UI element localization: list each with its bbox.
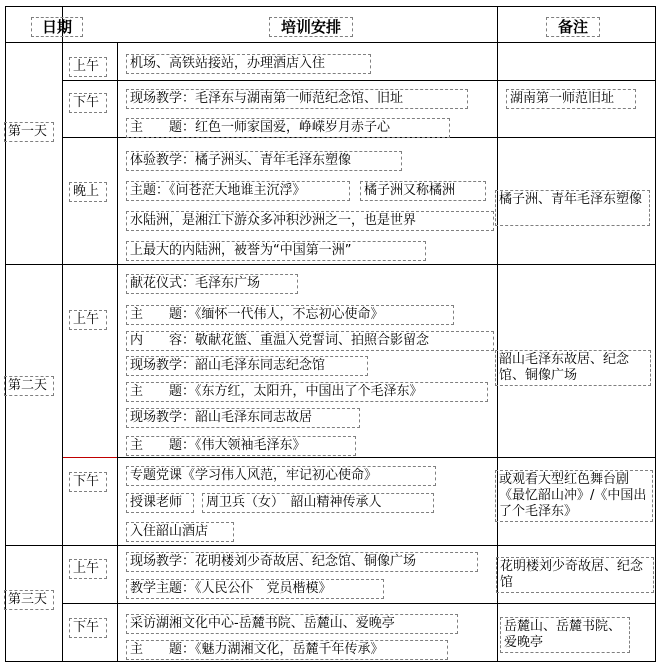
table-right-border [655,6,656,662]
header-bottom-border [5,42,655,43]
day-two-label: 第二天 [4,376,54,396]
date-column-border [62,6,63,662]
table-left-border [5,6,6,662]
day-two-afternoon-item-2: 授课老师 [126,493,194,513]
day-three-morning-note: 花明楼刘少奇故居、纪念馆 [496,557,654,593]
day-one-evening-note: 橘子洲、青年毛泽东塑像 [495,190,650,226]
day-two-morning-item-6: 现场教学：韶山毛泽东同志故居 [126,408,360,428]
day-one-evening-item-2: 主题：《问苍茫大地谁主沉浮》 [126,181,350,201]
day-three-afternoon-item-2: 主 题：《魅力湖湘文化，岳麓千年传承》 [126,640,448,660]
day-three-afternoon-label: 下午 [69,618,107,638]
day-one-afternoon-item-1: 现场教学：毛泽东与湖南第一师范纪念馆、旧址 [126,89,468,109]
table-bottom-border [5,661,655,662]
day-two-morning-item-3: 内 容：敬献花篮、重温入党誓词、拍照合影留念 [126,331,494,351]
day-two-morning-note: 韶山毛泽东故居、纪念馆、铜像广场 [495,350,651,386]
day-two-morning-item-1: 献花仪式：毛泽东广场 [126,274,298,294]
day-three-morning-label: 上午 [69,559,107,579]
day-one-morning-label: 上午 [69,57,107,77]
day-two-afternoon-note: 或观看大型红色舞台剧《最忆韶山冲》/《中国出了个毛泽东》 [495,470,653,522]
day-one-afternoon-label: 下午 [69,93,107,113]
day-three-label: 第三天 [4,590,54,610]
day-two-afternoon-item-4: 入住韶山酒店 [126,522,234,542]
day-two-bottom-border [5,545,655,546]
day-three-afternoon-note: 岳麓山、岳麓书院、爱晚亭 [500,617,630,653]
day-two-morning-item-7: 主 题：《伟大领袖毛泽东》 [126,436,356,456]
day-two-afternoon-label: 下午 [69,472,107,492]
day-one-morning-item-1: 机场、高铁站接站，办理酒店入住 [126,54,371,74]
day-one-bottom-border [5,264,655,265]
day-two-afternoon-item-1: 专题党课《学习伟人风范，牢记初心使命》 [126,466,436,486]
table-top-border [5,6,655,7]
day-two-morning-right-bottom-border [117,457,655,458]
day-one-afternoon-note: 湖南第一师范旧址 [506,89,636,109]
schedule-header: 培训安排 [269,17,353,37]
date-header: 日期 [31,17,83,37]
day-three-morning-bottom-border [62,603,655,604]
day-three-morning-item-2: 教学主题：《人民公仆 党员楷模》 [126,579,384,599]
day-two-morning-label: 上午 [69,310,107,330]
day-two-afternoon-item-3: 周卫兵（女） 韶山精神传承人 [202,493,434,513]
day-two-morning-item-2: 主 题：《缅怀一代伟人，不忘初心使命》 [126,305,454,325]
day-two-morning-item-5: 主 题：《东方红，太阳升，中国出了个毛泽东》 [126,382,488,402]
day-two-morning-bottom-border [62,457,117,458]
day-one-evening-item-4: 水陆洲，是湘江下游众多冲积沙洲之一，也是世界 [126,211,494,231]
day-one-evening-label: 晚上 [69,182,107,202]
day-one-label: 第一天 [4,122,54,142]
notes-header: 备注 [546,17,600,37]
day-three-afternoon-item-1: 采访湖湘文化中心-岳麓书院、岳麓山、爱晚亭 [126,614,458,634]
day-three-morning-item-1: 现场教学：花明楼刘少奇故居、纪念馆、铜像广场 [126,552,478,572]
day-one-evening-item-1: 体验教学：橘子洲头、青年毛泽东塑像 [126,151,402,171]
day-one-evening-item-3: 橘子洲又称橘洲 [360,181,486,201]
day-two-morning-item-4: 现场教学：韶山毛泽东同志纪念馆 [126,356,368,376]
day-one-afternoon-item-2: 主 题：红色一师家国爱，峥嵘岁月赤子心 [126,118,450,138]
day-one-morning-bottom-border [62,80,655,81]
period-column-border [117,42,118,662]
day-one-evening-item-5: 上最大的内陆洲，被誉为“中国第一洲” [126,241,426,261]
